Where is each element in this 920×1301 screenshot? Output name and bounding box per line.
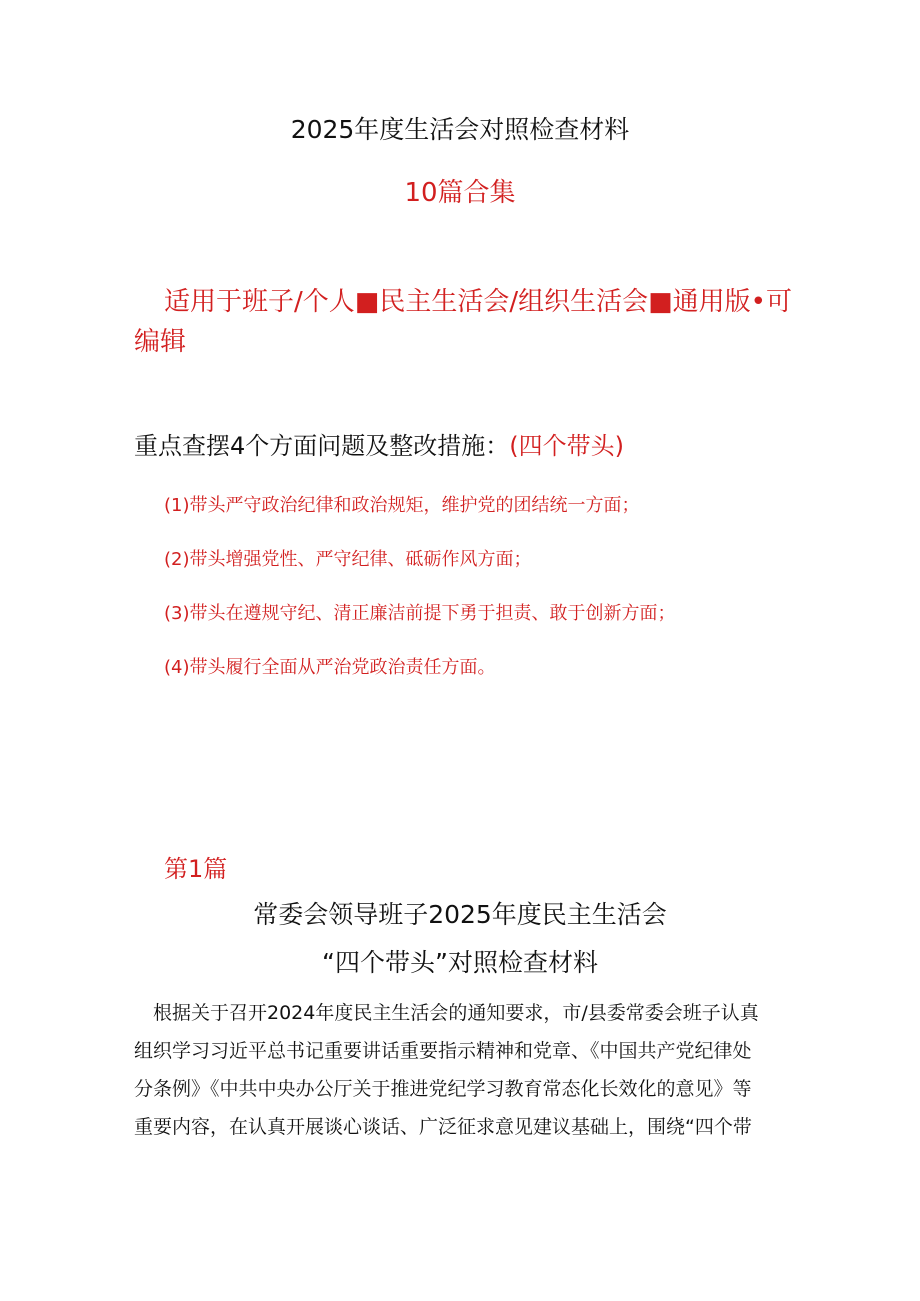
applies-to-note: 适用于班子/个人■民主生活会/组织生活会■通用版•可编辑 [134, 287, 792, 357]
article-title-line-1: 常委会领导班子2025年度民主生活会 [253, 900, 667, 929]
document-subtitle: 10篇合集 [404, 178, 516, 208]
body-line: 分条例》《中共中央办公厅关于推进党纪学习教育常态化长效化的意见》等 [134, 1078, 752, 1100]
focus-heading-highlight: (四个带头) [509, 432, 625, 460]
focus-item: (4)带头履行全面从严治党政治责任方面。 [164, 657, 496, 678]
document-title: 2025年度生活会对照检查材料 [290, 115, 630, 144]
part-label: 第1篇 [164, 855, 228, 883]
body-line: 重要内容，在认真开展谈心谈话、广泛征求意见建议基础上，围绕“四个带 [134, 1116, 752, 1138]
focus-item: (3)带头在遵规守纪、清正廉洁前提下勇于担责、敢于创新方面； [164, 603, 676, 624]
focus-item: (2)带头增强党性、严守纪律、砥砺作风方面； [164, 549, 532, 570]
body-line: 根据关于召开2024年度民主生活会的通知要求，市/县委常委会班子认真 [153, 1002, 759, 1024]
body-line: 组织学习习近平总书记重要讲话重要指示精神和党章、《中国共产党纪律处 [134, 1040, 752, 1062]
focus-heading [134, 428, 624, 464]
article-body [134, 994, 794, 1146]
article-title-line-2: “四个带头”对照检查材料 [322, 948, 598, 977]
focus-heading-text: 重点查摆4个方面问题及整改措施： [134, 432, 510, 460]
focus-item: (1)带头严守政治纪律和政治规矩，维护党的团结统一方面； [164, 495, 640, 516]
